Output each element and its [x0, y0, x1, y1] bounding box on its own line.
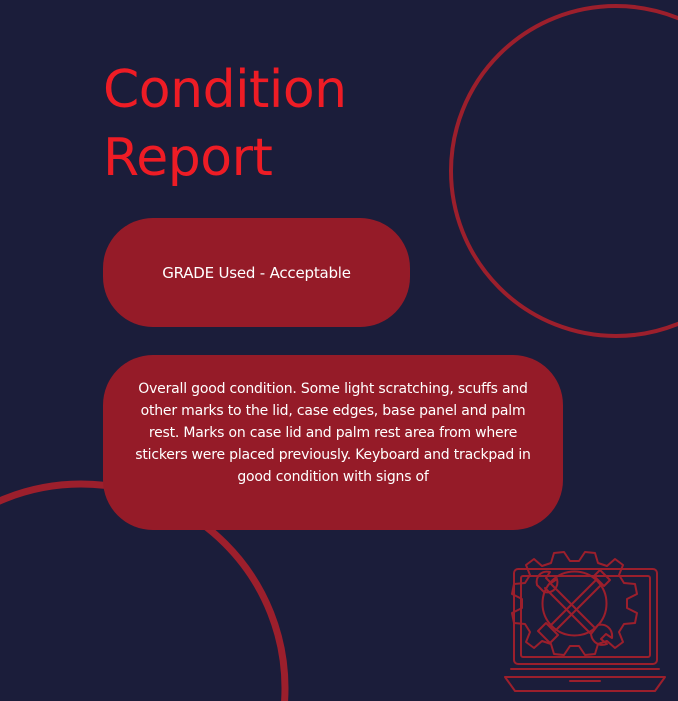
condition-description-text: Overall good condition. Some light scratching, scuffs and other marks to the lid, case edges, base panel and palm rest. Marks on case lid and palm rest area from where stickers were placed previously. Keyboard and trackpad in good condition with signs of: [135, 381, 531, 485]
upper-right-arc: [451, 6, 678, 336]
gear-icon: [512, 552, 637, 655]
grade-text: GRADE Used - Acceptable: [162, 263, 351, 282]
condition-description-card: [103, 355, 563, 530]
page-title-line-1: Condition: [103, 60, 347, 120]
grade-badge: [103, 218, 410, 327]
laptop-base: [505, 677, 665, 691]
laptop-tools-icon: [503, 541, 667, 696]
page-title-line-2: Report: [103, 128, 273, 188]
page-title: [103, 56, 347, 192]
